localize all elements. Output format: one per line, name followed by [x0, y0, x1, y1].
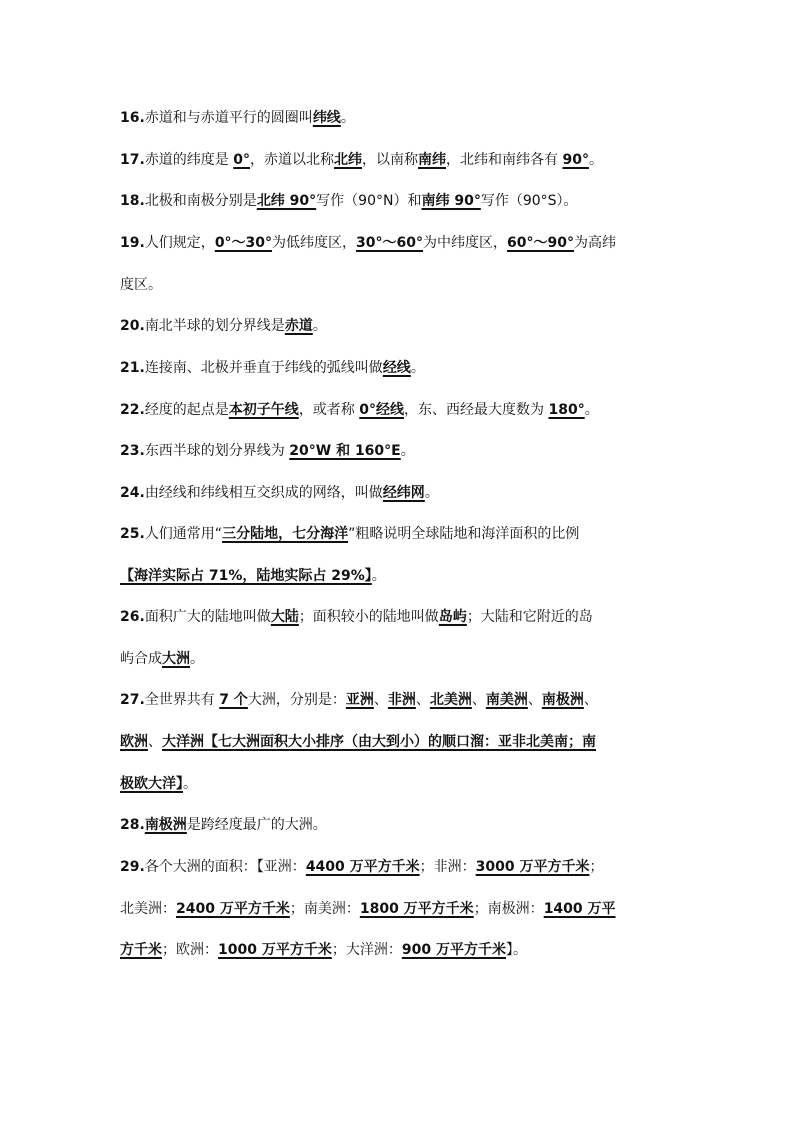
item-number: 20. [120, 318, 145, 334]
item-number: 24. [120, 485, 145, 501]
body-text: 由经线和纬线相互交织成的网络，叫做 [144, 485, 383, 501]
answer-text: 经纬网 [382, 485, 425, 501]
body-text: 全世界共有 [144, 692, 220, 708]
body-text: 、 [373, 692, 388, 708]
answer-text: 岛屿 [438, 609, 467, 625]
answer-text: 三分陆地，七分海洋 [222, 526, 349, 542]
body-text: 南北半球的划分界线是 [144, 318, 285, 334]
body-text: 屿合成 [120, 651, 162, 667]
answer-text: 1000 万平方千米 [218, 942, 332, 958]
answer-text: 方千米 [120, 942, 162, 958]
answer-text: 南美洲 [485, 692, 528, 708]
numbered-item-line [120, 441, 415, 461]
body-text: 人们通常用“ [144, 526, 223, 542]
body-text: 为低纬度区， [272, 235, 357, 251]
body-text: 。 [410, 360, 425, 376]
continuation-line [120, 566, 386, 586]
answer-text: 南纬 90° [421, 193, 481, 209]
body-text: 、 [583, 692, 598, 708]
answer-text: 赤道 [284, 318, 313, 334]
answer-text: 【七大洲面积大小排序（由大到小）的顺口溜：亚非北美南；南 [204, 734, 596, 750]
item-number: 18. [120, 193, 145, 209]
answer-text: 180° [548, 402, 585, 418]
answer-text: 30°～60° [356, 235, 424, 251]
answer-text: 亚洲 [345, 692, 374, 708]
body-text: 写作（90°N）和 [316, 193, 422, 209]
numbered-item-line [120, 233, 616, 253]
item-number: 19. [120, 235, 145, 251]
answer-text: 纬线 [312, 110, 341, 126]
numbered-item-line [120, 857, 604, 877]
continuation-line [120, 899, 616, 919]
numbered-item-line [120, 108, 355, 128]
body-text: 。 [371, 568, 386, 584]
continuation-line [120, 940, 527, 960]
body-text: ； [589, 859, 604, 875]
numbered-item-line [120, 358, 425, 378]
answer-text: 南极洲 [541, 692, 584, 708]
continuation-line [120, 774, 197, 794]
body-text: 写作（90°S）。 [480, 193, 578, 209]
item-number: 21. [120, 360, 145, 376]
body-text: ，或者称 [298, 402, 360, 418]
body-text: 。 [424, 485, 439, 501]
body-text: ；大洋洲： [331, 942, 402, 958]
item-number: 25. [120, 526, 145, 542]
body-text: 。 [183, 776, 197, 792]
body-text: 为高纬 [573, 235, 616, 251]
answer-text: 3000 万平方千米 [475, 859, 590, 875]
continuation-line [120, 649, 204, 669]
answer-text: 大陆 [270, 609, 299, 625]
body-text: ；面积较小的陆地叫做 [298, 609, 439, 625]
body-text: ；南美洲： [289, 901, 360, 917]
body-text: ；大陆和它附近的岛 [466, 609, 593, 625]
numbered-item-line [120, 483, 439, 503]
body-text: 赤道和与赤道平行的圆圈叫 [144, 110, 313, 126]
answer-text: 【海洋实际占 71%，陆地实际占 29%】 [120, 568, 372, 584]
body-text: ；南极洲： [473, 901, 544, 917]
body-text: 。 [400, 443, 415, 459]
answer-text: 7 个 [219, 692, 248, 708]
item-number: 29. [120, 859, 145, 875]
answer-text: 北纬 90° [256, 193, 317, 209]
item-number: 28. [120, 817, 145, 833]
body-text: 经度的起点是 [144, 402, 229, 418]
answer-text: 60°～90° [507, 235, 574, 251]
body-text: ”粗略说明全球陆地和海洋面积的比例 [348, 526, 580, 542]
answer-text: 0°～30° [214, 235, 273, 251]
body-text: ，东、西经最大度数为 [404, 402, 549, 418]
body-text: 连接南、北极并垂直于纬线的弧线叫做 [144, 360, 383, 376]
body-text: 东西半球的划分界线为 [144, 443, 290, 459]
answer-text: 大洋洲 [162, 734, 204, 750]
body-text: 各个大洲的面积：【亚洲： [144, 859, 306, 875]
item-number: 16. [120, 110, 145, 126]
body-text: 、 [471, 692, 486, 708]
body-text: 是跨经度最广的大洲。 [186, 817, 327, 833]
numbered-item-line [120, 815, 327, 835]
answer-text: 北美洲 [429, 692, 472, 708]
answer-text: 经线 [382, 360, 411, 376]
body-text: ；非洲： [419, 859, 476, 875]
answer-text: 900 万平方千米 [401, 942, 506, 958]
answer-text: 1800 万平方千米 [359, 901, 474, 917]
numbered-item-line [120, 524, 579, 544]
item-number: 27. [120, 692, 145, 708]
item-number: 17. [120, 152, 145, 168]
body-text: 人们规定， [144, 235, 215, 251]
answer-text: 欧洲 [120, 734, 148, 750]
body-text: 面积广大的陆地叫做 [144, 609, 271, 625]
body-text: ，北纬和南纬各有 [446, 152, 563, 168]
continuation-line [120, 732, 596, 752]
body-text: 】。 [505, 942, 527, 958]
numbered-item-line [120, 150, 603, 170]
body-text: 大洲，分别是： [247, 692, 346, 708]
body-text: 北美洲： [120, 901, 176, 917]
answer-text: 0°经线 [359, 402, 405, 418]
body-text: 、 [415, 692, 430, 708]
numbered-item-line [120, 607, 593, 627]
body-text: 、 [527, 692, 542, 708]
answer-text: 20°W 和 160°E [289, 443, 401, 459]
item-number: 23. [120, 443, 145, 459]
body-text: 度区。 [120, 277, 162, 293]
numbered-item-line [120, 191, 578, 211]
item-number: 26. [120, 609, 145, 625]
body-text: 。 [588, 152, 603, 168]
answer-text: 南纬 [418, 152, 447, 168]
continuation-line [120, 275, 162, 295]
body-text: 赤道的纬度是 [144, 152, 234, 168]
body-text: 、 [148, 734, 162, 750]
answer-text: 0° [233, 152, 251, 168]
body-text: ，以南称 [362, 152, 419, 168]
answer-text: 非洲 [387, 692, 416, 708]
answer-text: 90° [562, 152, 589, 168]
body-text: 。 [584, 402, 599, 418]
body-text: 。 [340, 110, 355, 126]
answer-text: 2400 万平方千米 [176, 901, 290, 917]
numbered-item-line [120, 690, 598, 710]
answer-text: 大洲 [162, 651, 190, 667]
body-text: 。 [312, 318, 327, 334]
answer-text: 北纬 [334, 152, 363, 168]
numbered-item-line [120, 400, 599, 420]
answer-text: 1400 万平 [543, 901, 616, 917]
answer-text: 极欧大洋】 [120, 776, 183, 792]
body-text: 。 [190, 651, 204, 667]
body-text: 北极和南极分别是 [144, 193, 257, 209]
body-text: 为中纬度区， [423, 235, 508, 251]
item-number: 22. [120, 402, 145, 418]
body-text: ，赤道以北称 [250, 152, 335, 168]
numbered-item-line [120, 316, 327, 336]
answer-text: 4400 万平方千米 [305, 859, 420, 875]
body-text: ；欧洲： [162, 942, 218, 958]
answer-text: 南极洲 [144, 817, 187, 833]
answer-text: 本初子午线 [228, 402, 299, 418]
